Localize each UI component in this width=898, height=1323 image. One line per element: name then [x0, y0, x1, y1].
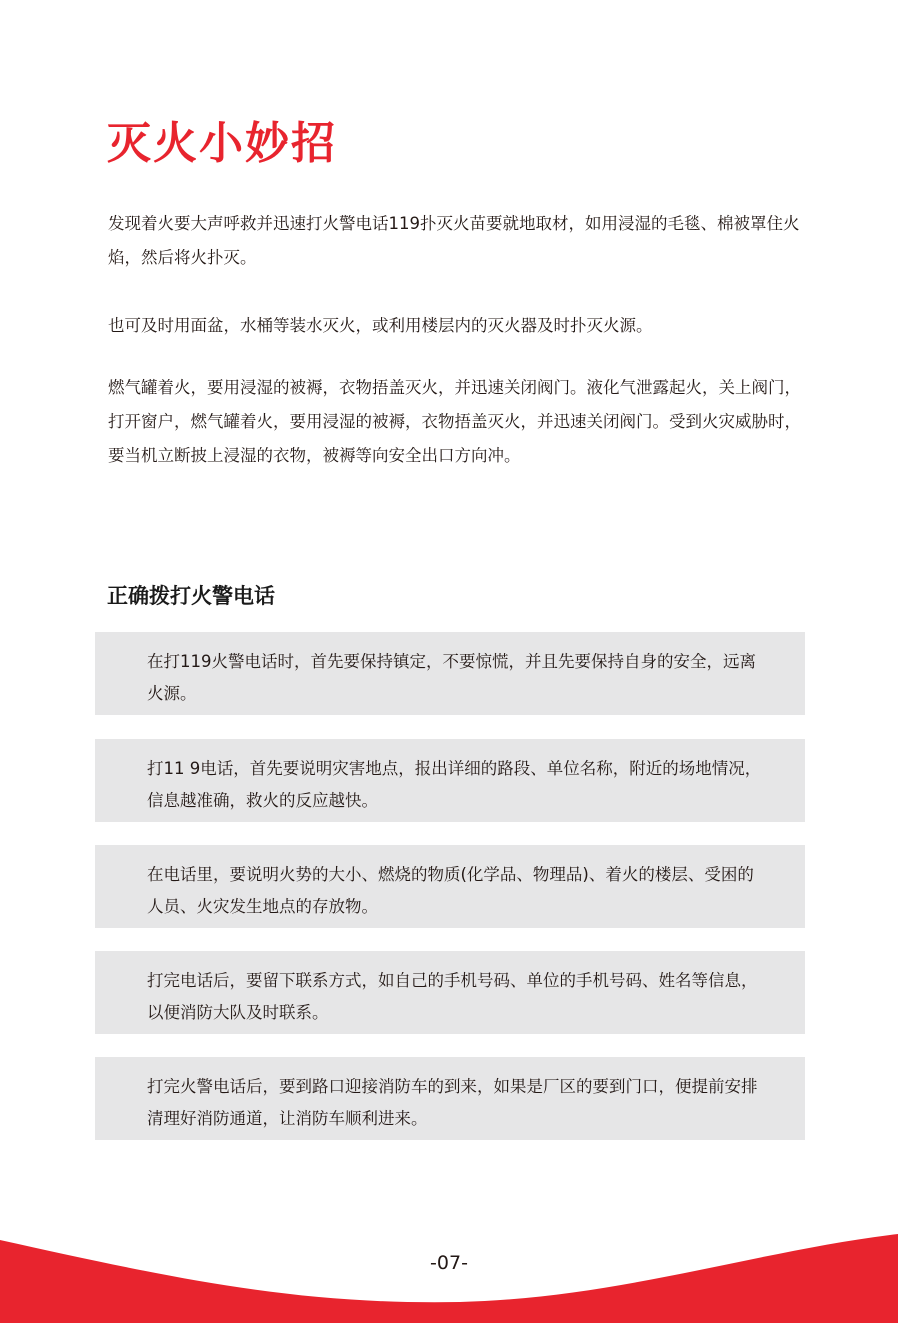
tip-card-1: [95, 632, 805, 715]
tip-card-text: 打完电话后，要留下联系方式，如自己的手机号码、单位的手机号码、姓名等信息，以便消防大队及时联系。: [147, 971, 758, 1022]
tip-card-4: [95, 951, 805, 1034]
tip-card-text: 在电话里，要说明火势的大小、燃烧的物质(化学品、物理品)、着火的楼层、受困的人员、火灾发生地点的存放物。: [147, 865, 754, 916]
tip-card-2: [95, 739, 805, 822]
paragraph-3: 燃气罐着火，要用浸湿的被褥，衣物捂盖灭火，并迅速关闭阀门。液化气泄露起火，关上阀门，打开窗户，燃气罐着火，要用浸湿的被褥，衣物捂盖灭火，并迅速关闭阀门。受到火灾威胁时，要当机立断披上浸湿的衣物，被褥等向安全出口方向冲。: [108, 378, 801, 465]
section-title: 正确拨打火警电话: [107, 584, 275, 608]
page-number: -07-: [430, 1252, 468, 1274]
tip-card-3: [95, 845, 805, 928]
tip-card-text: 打完火警电话后，要到路口迎接消防车的到来，如果是厂区的要到门口，便提前安排清理好消防通道，让消防车顺利进来。: [147, 1077, 758, 1128]
tip-card-text: 打11 9电话，首先要说明灾害地点，报出详细的路段、单位名称，附近的场地情况，信息越准确，救火的反应越快。: [147, 759, 762, 810]
paragraph-2: 也可及时用面盆，水桶等装水灭火，或利用楼层内的灭火器及时扑灭火源。: [108, 316, 653, 335]
tip-card-5: [95, 1057, 805, 1140]
tip-card-text: 在打119火警电话时，首先要保持镇定，不要惊慌，并且先要保持自身的安全，远离火源。: [147, 652, 756, 703]
paragraph-1: 发现着火要大声呼救并迅速打火警电话119扑灭火苗要就地取材，如用浸湿的毛毯、棉被罩住火焰，然后将火扑灭。: [108, 214, 800, 267]
page-title: 灭火小妙招: [107, 118, 337, 169]
